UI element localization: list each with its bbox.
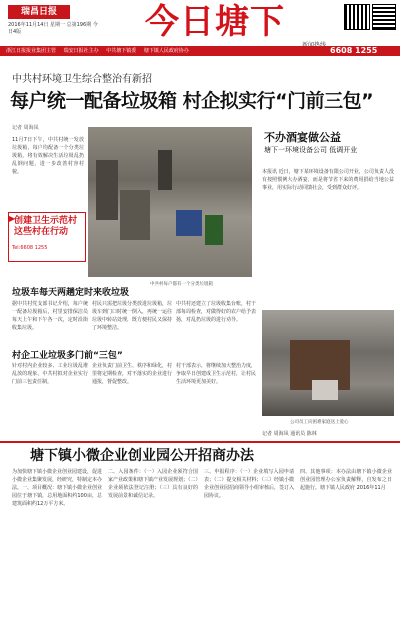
article1-lead: 11月7日下午，中共村统一发放垃圾箱，每户均配备一个分类垃圾箱，将有效解决生活垃圾乱扔乱倒问题，进一步改善村容村貌。 (12, 137, 84, 175)
trash-bin-icon (176, 210, 202, 236)
article1-photo-caption: 中共村每户都有一个分类垃圾箱 (150, 282, 213, 287)
article2-body: 本报讯 近日，塘下某环境设备有限公司开业，公司负责人没有按照惯例大办酒宴，而是将节省下来的费用捐给当地公益事业，用实际行动回馈社会，受到群众好评。 (262, 169, 394, 191)
article4-body: 针对村内企业较多、工业垃圾乱堆乱放的现象，中共村拟对企业实行门前三包责任制。 (12, 363, 88, 385)
qr-code-icon (372, 4, 396, 30)
flag-icon: ▶ (9, 214, 16, 223)
nav-item: 瑞安日报社主办 (63, 48, 99, 54)
article1-byline: 记者 周海凤 (12, 125, 39, 131)
article1-headline: 每户统一配备垃圾箱 村企拟实行“门前三包” (10, 90, 374, 112)
trash-bin-icon (205, 215, 223, 245)
article1-kicker: 中共村环境卫生综合整治有新招 (12, 74, 152, 85)
section-title: 今日塘下 (145, 2, 285, 42)
photo-element (158, 150, 172, 190)
article3-body: 据中共村党支部书记介绍，每户统一配备垃圾箱后，村里安排保洁员每天上午和下午各一次，定时沿街收集垃圾。 (12, 301, 88, 331)
section-divider (0, 441, 400, 443)
article5-body: 四、其他事项：本办法由塘下镇小微企业创业园管理办公室负责解释，自发布之日起施行。塘下镇人民政府 2016年11月 (300, 469, 392, 491)
photo-element (120, 190, 150, 240)
article2-subhead: 塘下一环境设备公司 低调开业 (264, 146, 358, 154)
article3-body: 中共村还建立了垃圾收集台账，村干部每周检查，对做得好的农户给予表扬，对乱扔垃圾的进行劝导。 (176, 301, 257, 323)
sidebox-footer: Tel:6608 1255 (12, 245, 48, 251)
article5-body: 为加快塘下镇小微企业创业园建设，促进小微企业集聚发展，经研究，特制定本办法。一、项目概况：塘下镇小微企业创业园位于塘下镇，总用地面积约100亩，总建筑面积约12万平方米。 (12, 469, 103, 507)
article4-body: 企业负责门前卫生、秩序和绿化，村里将定期检查，对不落实的企业进行通报，督促整改。 (92, 363, 173, 385)
nav-item: 浙江日报报业集团主管 (6, 48, 57, 54)
article4-headline: 村企工业垃圾多门前“三包” (12, 351, 123, 361)
article2-byline: 记者 周海凤 通讯员 陈林 (262, 431, 317, 437)
article5-headline: 塘下镇小微企业创业园公开招商办法 (30, 448, 254, 464)
photo-element (96, 160, 118, 220)
article3-headline: 垃圾车每天两趟定时来收垃圾 (12, 288, 130, 298)
article5-body: 二、入园条件：（一）入园企业须符合国家产业政策和塘下镇产业发展规划；（二）企业须依法登记注册；（三）具有良好的发展前景和诚信记录。 (108, 469, 199, 499)
newspaper-logo: 瑞昌日报 (8, 5, 70, 19)
article2-photo-caption: 公司员工向困难家庭送上爱心 (290, 420, 349, 425)
nav-item: 中共塘下镇委 (106, 48, 137, 54)
hotline-number: 6608 1255 (330, 46, 378, 55)
qr-code-icon (344, 4, 370, 30)
article2-headline: 不办酒宴做公益 (264, 131, 341, 144)
sidebox-title: 创建卫生示范村 这些村在行动 (14, 216, 78, 237)
article5-body: 三、申报程序：（一）企业填写入园申请表；（二）提交相关材料；（三）经镇小微企业创业园招商领导小组审核后，签订入园协议。 (204, 469, 295, 499)
article3-body: 村民只需把垃圾分类放进垃圾箱，垃圾车到门口时统一倒入，再统一运往垃圾中转站处理，既方便村民又保持了环境整洁。 (92, 301, 173, 331)
nav-item: 塘下镇人民政府协办 (143, 48, 189, 54)
photo-element (312, 380, 338, 400)
article4-body: 村干部表示，将继续加大整治力度，争取早日创建成卫生示范村，让村民生活环境更加美好。 (176, 363, 257, 385)
issue-info: 2016年11月14日 星期一 总第196期 今日4版 (8, 22, 98, 35)
